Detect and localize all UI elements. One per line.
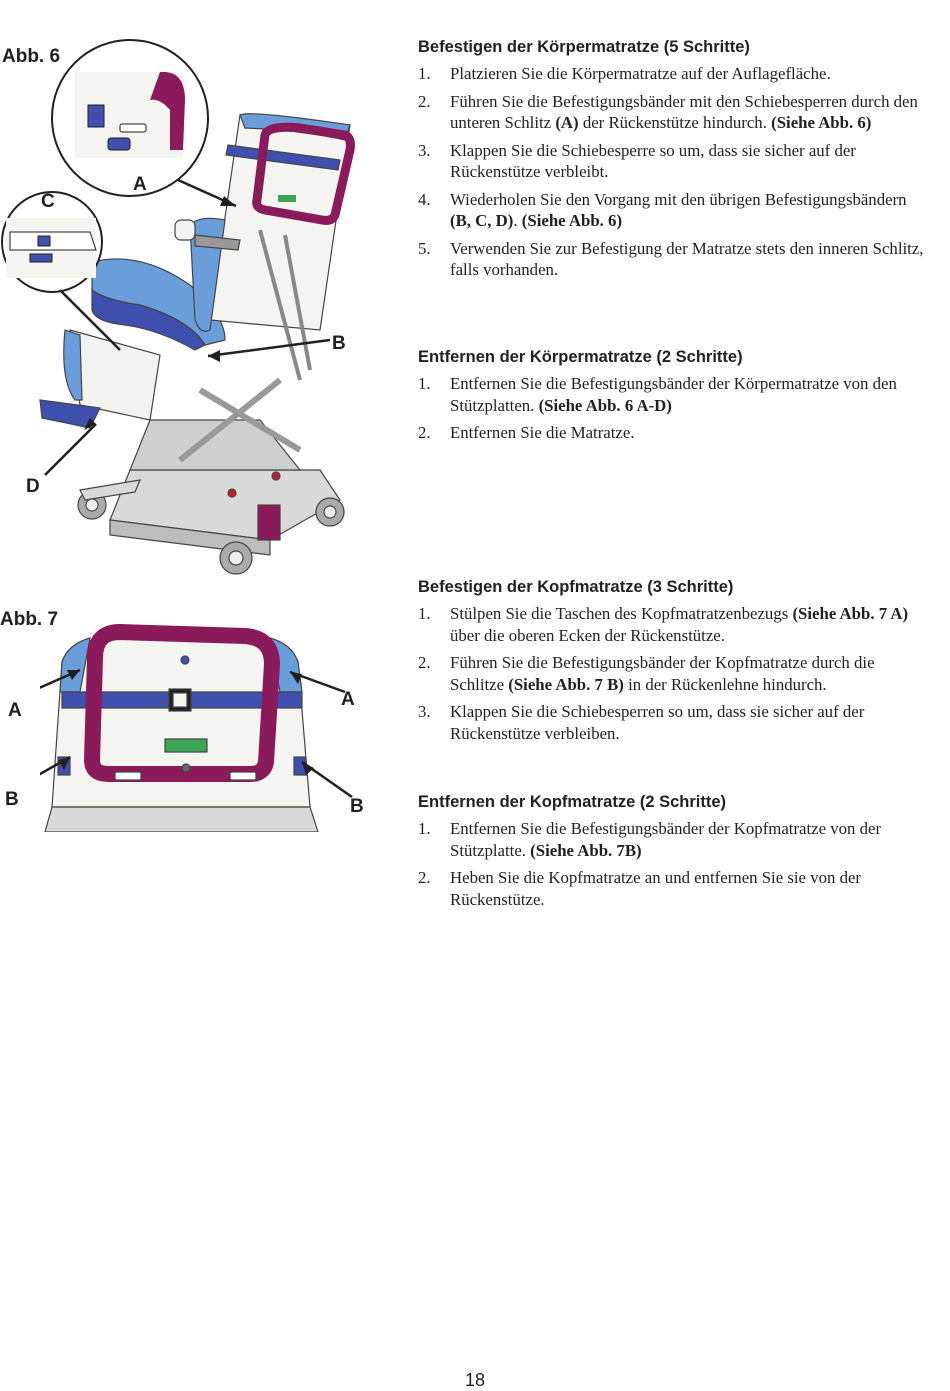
step-text: . [513,211,518,230]
step-number: 2. [418,653,431,672]
step-text: Klappen Sie die Schiebesperren so um, dass sie sicher auf der Rückenstütze verbleiben. [450,702,865,743]
detail-circle-a [52,40,208,196]
step-number: 3. [418,140,431,160]
callout-fig7-a-right: A [341,689,355,710]
step-item [418,140,928,183]
step-item [418,63,928,85]
step-number: 3. [418,702,431,721]
step-text: Entfernen Sie die Matratze. [450,423,635,442]
step-item [418,603,928,646]
section-attach-head-mattress [418,578,928,750]
step-text: Platzieren Sie die Körpermatratze auf der Auflagefläche. [450,64,831,83]
callout-fig6-a: A [133,174,147,195]
step-text: Führen Sie die Befestigungsbänder mit den Schiebesperren durch den unteren Schlitz [450,91,918,132]
step-text: der Rückenstütze hindurch. [582,113,767,132]
step-number: 1. [418,604,431,623]
step-item [418,422,928,444]
callout-fig7-b-right: B [350,796,364,817]
step-reference: (Siehe Abb. 7 B) [508,674,624,694]
section-remove-body-mattress [418,348,928,450]
callout-fig7-b-left: B [5,789,19,810]
callout-fig6-d: D [26,476,40,497]
step-reference: (Siehe Abb. 6 A-D) [538,395,672,415]
step-number: 2. [418,868,431,887]
page-number: 18 [464,1370,486,1390]
step-list [418,63,928,281]
section-title: Entfernen der Körpermatratze (2 Schritte) [418,348,743,366]
step-list [418,603,928,744]
step-text: in der Rückenlehne hindurch. [628,674,827,694]
step-text: Entfernen Sie die Befestigungsbänder der Körpermatratze von den Stützplatten. [450,374,897,415]
step-item [418,238,928,281]
step-reference: (Siehe Abb. 7B) [530,840,642,860]
step-text: Führen Sie die Befestigungsbänder der Kopfmatratze durch die Schlitze [450,653,875,694]
step-text: Entfernen Sie die Befestigungsbänder der Kopfmatratze von der Stützplatte. [450,819,882,860]
step-item [418,818,928,861]
backrest-body [45,630,318,832]
step-item [418,373,928,416]
step-list [418,818,928,910]
step-number: 5. [418,238,431,258]
step-text: Wiederholen Sie den Vorgang mit den übrigen Befestigungsbändern [450,189,907,209]
figure-6-label: Abb. 6 [2,46,61,67]
step-reference: (A) [555,113,579,132]
callout-fig7-a-left: A [8,700,22,721]
callout-fig6-b: B [332,333,346,354]
step-number: 1. [418,64,431,83]
step-reference: (Siehe Abb. 7 A) [792,604,909,623]
section-title: Befestigen der Kopfmatratze (3 Schritte) [418,578,734,596]
figure-7-label: Abb. 7 [0,609,59,630]
section-title: Entfernen der Kopfmatratze (2 Schritte) [418,793,727,811]
step-reference: (B, C, D) [450,211,514,230]
step-number: 4. [418,189,431,209]
step-reference: (Siehe Abb. 6) [521,211,623,230]
step-item [418,652,928,695]
callout-fig6-c: C [41,191,55,212]
step-item [418,189,928,232]
step-text: über die oberen Ecken der Rückenstütze. [450,625,725,645]
figure-6-chair-illustration [0,0,400,590]
chair-legrest [40,330,160,428]
step-number: 2. [418,423,431,442]
step-item [418,91,928,134]
section-attach-body-mattress [418,38,928,287]
section-title: Befestigen der Körpermatratze (5 Schritte) [418,38,750,56]
section-remove-head-mattress [418,793,928,916]
figure-7-backrest-illustration [40,622,370,832]
step-reference: (Siehe Abb. 6) [771,113,872,132]
step-text: Klappen Sie die Schiebesperre so um, dass sie sicher auf der Rückenstütze verbleibt. [450,140,856,181]
step-text: Stülpen Sie die Taschen des Kopfmatratzenbezugs [450,604,789,623]
step-list [418,373,928,444]
step-text: Heben Sie die Kopfmatratze an und entfernen Sie sie von der Rückenstütze. [450,868,861,909]
step-number: 1. [418,819,431,838]
step-number: 1. [418,374,431,393]
step-number: 2. [418,91,431,111]
step-item [418,701,928,744]
step-item [418,867,928,910]
step-text: Verwenden Sie zur Befestigung der Matratze stets den inneren Schlitz, falls vorhanden. [450,238,924,279]
